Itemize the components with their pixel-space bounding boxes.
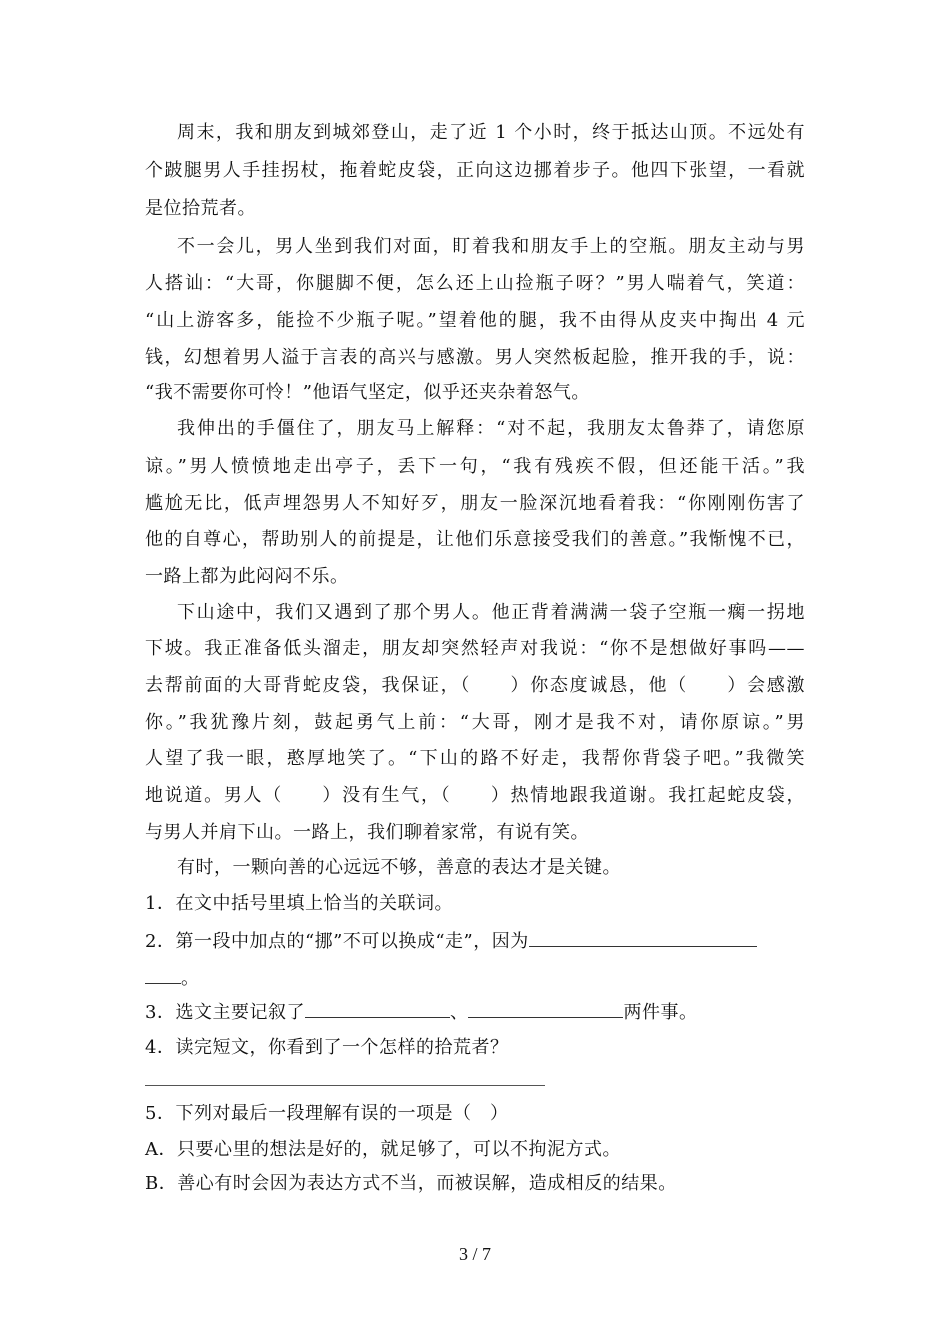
- p5-line-1: 有时，一颗向善的心远远不够，善意的表达才是关键。: [177, 857, 621, 878]
- p3-line-4: 他的自尊心，帮助别人的前提是，让他们乐意接受我们的善意。”我惭愧不已，: [145, 529, 805, 550]
- question-3-text: 3．选文主要记叙了: [145, 1002, 305, 1023]
- dotted-char-nuo: 挪: [533, 160, 553, 181]
- p3-line-1: 我伸出的手僵住了，朋友马上解释：“对不起，我朋友太鲁莽了，请您原: [177, 418, 805, 439]
- answer-blank-q3-2[interactable]: [468, 999, 623, 1018]
- option-b[interactable]: B．善心有时会因为表达方式不当，而被误解，造成相反的结果。: [145, 1173, 677, 1194]
- p1-line-2: [145, 159, 805, 183]
- p4-line-6: 地说道。男人（ ）没有生气，（ ）热情地跟我道谢。我扛起蛇皮袋，: [145, 785, 805, 806]
- p2-line-5: “我不需要你可怜！”他语气坚定，似乎还夹杂着怒气。: [145, 382, 590, 403]
- p2-line-3: “山上游客多，能捡不少瓶子呢。”望着他的腿，我不由得从皮夹中掏出 4 元: [145, 310, 805, 331]
- question-3-sep: 、: [449, 1002, 469, 1023]
- question-4: 4．读完短文，你看到了一个怎样的拾荒者？: [145, 1037, 509, 1058]
- p2-line-2: 人搭讪：“大哥，你腿脚不便，怎么还上山捡瓶子呀？”男人喘着气，笑道：: [145, 273, 805, 294]
- p4-line-4: 你。”我犹豫片刻，鼓起勇气上前：“大哥，刚才是我不对，请你原谅。”男: [145, 712, 805, 733]
- p1-line-3: 是位拾荒者。: [145, 198, 256, 219]
- answer-blank-q3-1[interactable]: [305, 999, 450, 1018]
- question-2-end: 。: [181, 968, 200, 989]
- p4-line-2: 下坡。我正准备低头溜走，朋友却突然轻声对我说：“你不是想做好事吗——: [145, 638, 805, 659]
- question-2-text: 2．第一段中加点的“挪”不可以换成“走”，因为: [145, 931, 529, 952]
- p1-line-2-a: 个跛腿男人手挂拐杖，拖着蛇皮袋，正向这边: [145, 160, 534, 181]
- p3-line-2: 谅。”男人愤愤地走出亭子，丢下一句，“我有残疾不假，但还能干活。”我: [145, 456, 805, 477]
- question-3-end: 两件事。: [623, 1002, 698, 1023]
- question-2-cont: [145, 965, 200, 991]
- question-2: [145, 928, 757, 954]
- p2-line-4: 钱，幻想着男人溢于言表的高兴与感激。男人突然板起脸，推开我的手，说：: [145, 347, 805, 368]
- question-5: 5．下列对最后一段理解有误的一项是（ ）: [145, 1103, 509, 1124]
- question-1: 1．在文中括号里填上恰当的关联词。: [145, 893, 453, 914]
- answer-blank-q2-cont[interactable]: [145, 965, 181, 984]
- p3-line-3: 尴尬无比，低声埋怨男人不知好歹，朋友一脸深沉地看着我：“你刚刚伤害了: [145, 493, 805, 514]
- option-a[interactable]: A．只要心里的想法是好的，就足够了，可以不拘泥方式。: [145, 1139, 621, 1160]
- p4-line-1: 下山途中，我们又遇到了那个男人。他正背着满满一袋子空瓶一瘸一拐地: [177, 602, 805, 623]
- p2-line-1: 不一会儿，男人坐到我们对面，盯着我和朋友手上的空瓶。朋友主动与男: [177, 236, 805, 257]
- p4-line-7: 与男人并肩下山。一路上，我们聊着家常，有说有笑。: [145, 822, 589, 843]
- page-number: 3 / 7: [458, 1244, 491, 1264]
- p1-line-2-c: 着步子。他四下张望，一看就: [552, 160, 805, 181]
- p4-line-5: 人望了我一眼，憨厚地笑了。“下山的路不好走，我帮你背袋子吧。”我微笑: [145, 748, 805, 769]
- p4-line-3: 去帮前面的大哥背蛇皮袋，我保证，（ ）你态度诚恳，他（ ）会感激: [145, 675, 805, 696]
- answer-line-q4[interactable]: [145, 1085, 545, 1086]
- answer-blank-q2[interactable]: [529, 928, 757, 947]
- question-3: [145, 999, 697, 1025]
- p1-line-1: 周末，我和朋友到城郊登山，走了近 1 个小时，终于抵达山顶。不远处有: [177, 122, 805, 143]
- p3-line-5: 一路上都为此闷闷不乐。: [145, 566, 349, 587]
